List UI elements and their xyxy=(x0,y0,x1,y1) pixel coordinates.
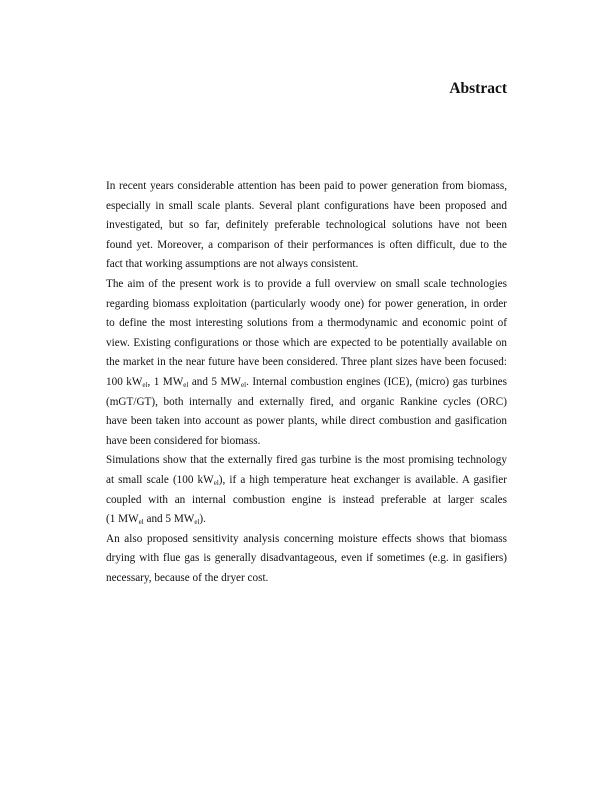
text-line: drying with flue gas is generally disadvantageous, even if sometimes (e.g. in gasifiers) xyxy=(106,552,507,565)
text-line xyxy=(106,471,507,491)
text: (1 MW xyxy=(106,513,139,526)
text-line: found yet. Moreover, a comparison of their performances is often difficult, due to the xyxy=(106,238,507,251)
text-line: The aim of the present work is to provide a full overview on small scale technologies xyxy=(106,277,507,290)
text-line: necessary, because of the dryer cost. xyxy=(106,571,269,584)
text-line: Simulations show that the externally fired gas turbine is the most promising technology xyxy=(106,454,507,467)
text-line: especially in small scale plants. Several plant configurations have been proposed and xyxy=(106,199,507,212)
text-line: investigated, but so far, definitely preferable technological solutions have not been xyxy=(106,219,507,232)
abstract-body xyxy=(106,177,507,588)
text-line: coupled with an internal combustion engine is instead preferable at larger scales xyxy=(106,493,507,506)
text-line: regarding biomass exploitation (particularly woody one) for power generation, in order xyxy=(106,297,507,310)
text: . Internal combustion engines (ICE), (micro) gas turbines xyxy=(246,375,508,388)
text: ). xyxy=(199,513,206,526)
text-line: to define the most interesting solutions from a thermodynamic and economic point of xyxy=(106,317,507,330)
subscript: el xyxy=(183,380,189,389)
text-line: fact that working assumptions are not always consistent. xyxy=(106,258,359,271)
text-line: (mGT/GT), both internally and externally fired, and organic Rankine cycles (ORC) xyxy=(106,395,507,408)
text: , 1 MW xyxy=(147,375,184,388)
text: 100 kW xyxy=(106,375,143,388)
text: and 5 MW xyxy=(143,513,195,526)
subscript: el xyxy=(138,518,144,527)
text-line xyxy=(106,510,507,530)
text-line: the market in the near future have been considered. Three plant sizes have been focused: xyxy=(106,356,507,369)
subscript: el xyxy=(241,380,247,389)
text-line: have been taken into account as power plants, while direct combustion and gasification xyxy=(106,415,507,428)
text-line: view. Existing configurations or those which are expected to be potentially available on xyxy=(106,336,507,349)
text: and 5 MW xyxy=(188,375,241,388)
text: ), if a high temperature heat exchanger is available. A gasifier xyxy=(218,473,507,486)
page-title: Abstract xyxy=(449,80,507,97)
text-line: In recent years considerable attention has been paid to power generation from biomass, xyxy=(106,180,507,192)
subscript: el xyxy=(142,380,148,389)
subscript: el xyxy=(213,478,219,487)
text-line xyxy=(106,373,507,393)
text: at small scale (100 kW xyxy=(106,473,214,486)
text-line: have been considered for biomass. xyxy=(106,434,261,447)
text-line: An also proposed sensitivity analysis concerning moisture effects shows that biomass xyxy=(106,532,507,545)
subscript: el xyxy=(194,518,200,527)
